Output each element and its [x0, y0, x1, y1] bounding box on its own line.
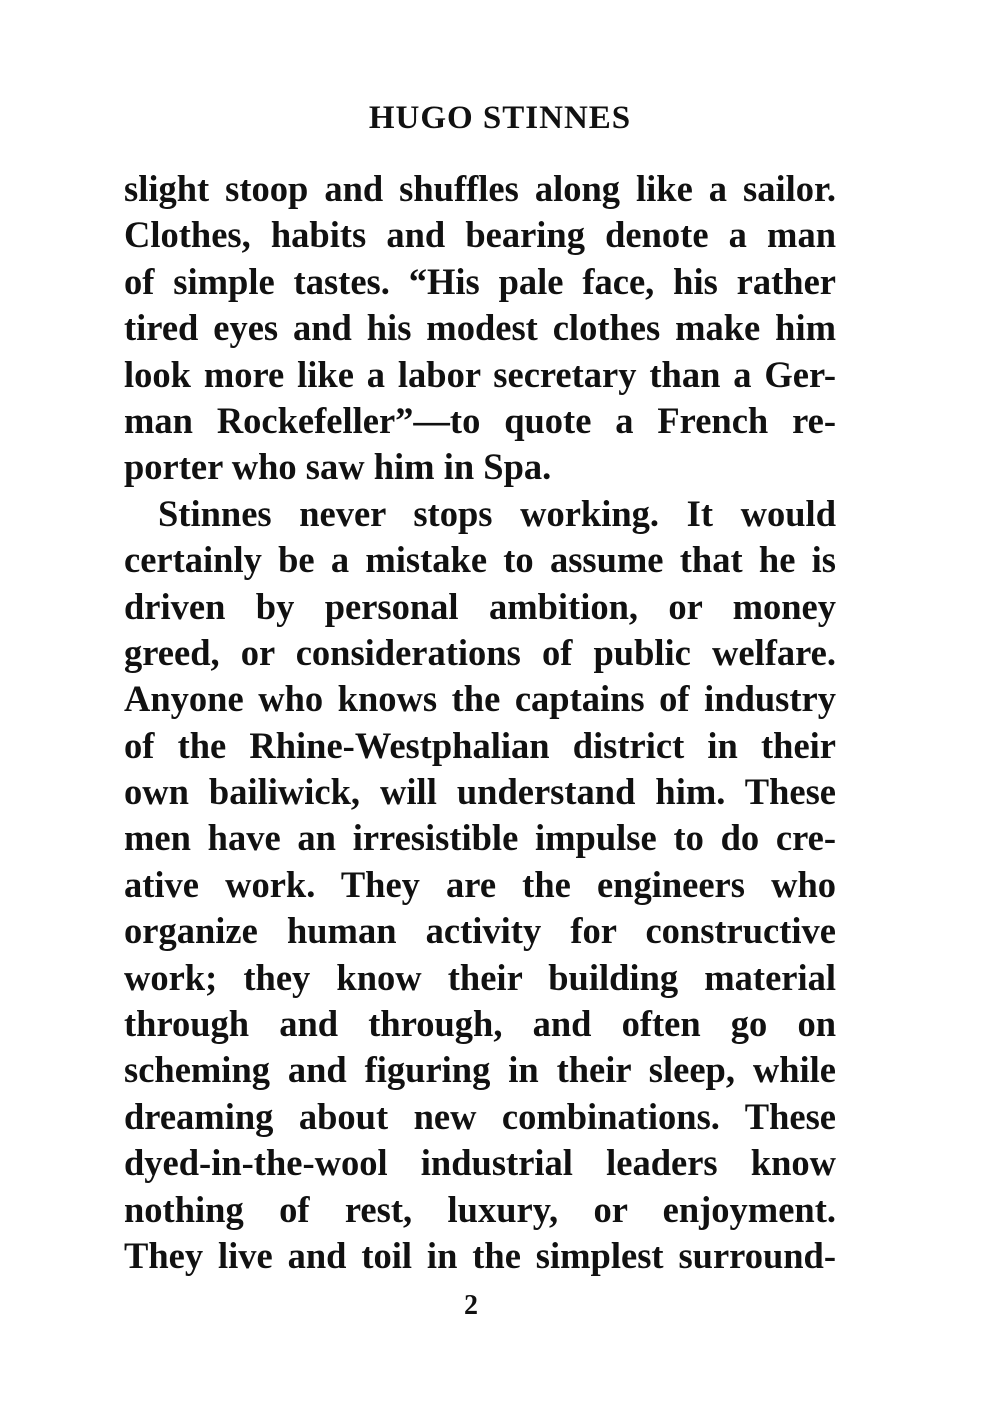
- text-line: ative work. They are the engineers who: [124, 863, 836, 905]
- text-line: dyed-in-the-wool industrial leaders know: [124, 1142, 836, 1184]
- text-line: driven by personal ambition, or money: [124, 585, 836, 627]
- text-line: men have an irresistible impulse to do cre-: [124, 817, 836, 859]
- text-line: They live and toil in the simplest surround-: [124, 1234, 836, 1276]
- text-line: of simple tastes. “His pale face, his rather: [124, 260, 836, 302]
- text-line: through and through, and often go on: [124, 1003, 836, 1045]
- text-line: certainly be a mistake to assume that he is: [124, 539, 836, 581]
- text-line: organize human activity for constructive: [124, 910, 836, 952]
- paragraph-end-line: porter who saw him in Spa.: [124, 446, 552, 488]
- text-line: slight stoop and shuffles along like a sailor.: [124, 168, 836, 209]
- page-number: 2: [464, 1290, 478, 1321]
- text-line: scheming and figuring in their sleep, while: [124, 1049, 836, 1091]
- paragraph-start-line: Stinnes never stops working. It would: [158, 492, 836, 534]
- text-line: Anyone who knows the captains of industry: [124, 678, 836, 720]
- text-line: tired eyes and his modest clothes make him: [124, 307, 836, 349]
- text-line: nothing of rest, luxury, or enjoyment.: [124, 1188, 836, 1230]
- text-line: of the Rhine-Westphalian district in their: [124, 724, 836, 766]
- text-line: own bailiwick, will understand him. These: [124, 771, 836, 813]
- running-head: HUGO STINNES: [368, 100, 632, 136]
- text-line: dreaming about new combinations. These: [124, 1095, 836, 1137]
- text-line: greed, or considerations of public welfare.: [124, 631, 836, 673]
- text-line: work; they know their building material: [124, 956, 836, 998]
- body-text: [124, 166, 836, 1279]
- text-line: look more like a labor secretary than a Ger-: [124, 353, 836, 395]
- text-line: Clothes, habits and bearing denote a man: [124, 214, 836, 256]
- text-line: man Rockefeller”—to quote a French re-: [124, 399, 836, 441]
